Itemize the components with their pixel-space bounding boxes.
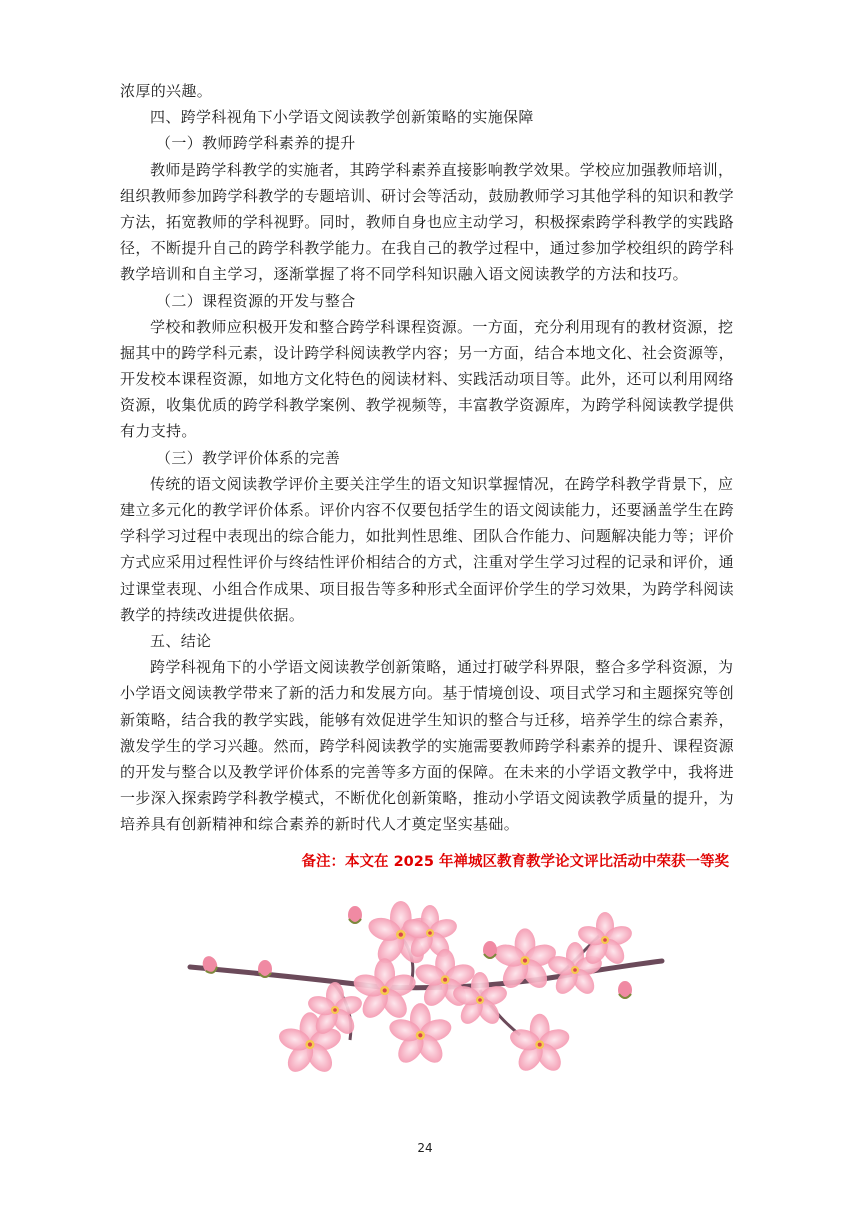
text-line: 传统的语文阅读教学评价主要关注学生的语文知识掌握情况，在跨学科教学背景下，应 [150,474,734,493]
text-line: 掘其中的跨学科元素，设计跨学科阅读教学内容；另一方面，结合本地文化、社会资源等， [120,343,735,362]
text-line: 跨学科视角下的小学语文阅读教学创新策略，通过打破学科界限，整合多学科资源，为 [150,658,734,677]
text-line: 的开发与整合以及教学评价体系的完善等多方面的保障。在未来的小学语文教学中，我将进 [120,762,735,781]
award-note: 备注：本文在 2025 年禅城区教育教学论文评比活动中荣获一等奖 [301,854,729,870]
text-line: 教师是跨学科教学的实施者，其跨学科素养直接影响教学效果。学校应加强教师培训， [150,160,734,179]
text-line: 浓厚的兴趣。 [120,82,213,100]
section-heading: 五、结论 [150,631,212,650]
text-line: 过课堂表现、小组合作成果、项目报告等多种形式全面评价学生的学习效果，为跨学科阅读 [120,579,735,598]
page-number: 24 [417,1141,433,1155]
text-line: 教学培训和自主学习，逐渐掌握了将不同学科知识融入语文阅读教学的方法和技巧。 [120,265,688,284]
text-line: 建立多元化的教学评价体系。评价内容不仅要包括学生的语文阅读能力，还要涵盖学生在跨 [120,501,735,519]
text-line: 激发学生的学习兴趣。然而，跨学科阅读教学的实施需要教师跨学科素养的提升、课程资源 [120,736,735,755]
text-line: 有力支持。 [120,422,197,441]
text-line: 教学的持续改进提供依据。 [120,605,305,624]
subsection-heading: （三）教学评价体系的完善 [156,448,341,467]
text-line: 新策略，结合我的教学实践，能够有效促进学生知识的整合与迁移，培养学生的综合素养， [120,710,735,729]
text-line: 径，不断提升自己的跨学科教学能力。在我自己的教学过程中，通过参加学校组织的跨学科 [120,239,735,258]
text-line: 培养具有创新精神和综合素养的新时代人才奠定坚实基础。 [120,815,520,834]
text-line: 开发校本课程资源，如地方文化特色的阅读材料、实践活动项目等。此外，还可以利用网络 [120,370,735,389]
cherry-blossom-branch-icon [180,895,670,1090]
text-line: 学科学习过程中表现出的综合能力，如批判性思维、团队合作能力、问题解决能力等；评价 [120,527,735,546]
text-line: 方法，拓宽教师的学科视野。同时，教师自身也应主动学习，积极探索跨学科教学的实践路 [120,212,735,231]
text-line: 小学语文阅读教学带来了新的活力和发展方向。基于情境创设、项目式学习和主题探究等创 [120,684,735,703]
text-line: 组织教师参加跨学科教学的专题培训、研讨会等活动，鼓励教师学习其他学科的知识和教学 [120,186,735,205]
section-heading: 四、跨学科视角下小学语文阅读教学创新策略的实施保障 [150,108,534,127]
text-line: 资源，收集优质的跨学科教学案例、教学视频等，丰富教学资源库，为跨学科阅读教学提供 [120,396,735,415]
subsection-heading: （二）课程资源的开发与整合 [156,291,356,310]
text-line: 一步深入探索跨学科教学模式，不断优化创新策略，推动小学语文阅读教学质量的提升，为 [120,789,735,808]
subsection-heading: （一）教师跨学科素养的提升 [156,134,356,153]
text-line: 方式应采用过程性评价与终结性评价相结合的方式，注重对学生学习过程的记录和评价，通 [120,553,735,572]
text-line: 学校和教师应积极开发和整合跨学科课程资源。一方面，充分利用现有的教材资源，挖 [150,317,734,336]
article-body [120,78,735,837]
